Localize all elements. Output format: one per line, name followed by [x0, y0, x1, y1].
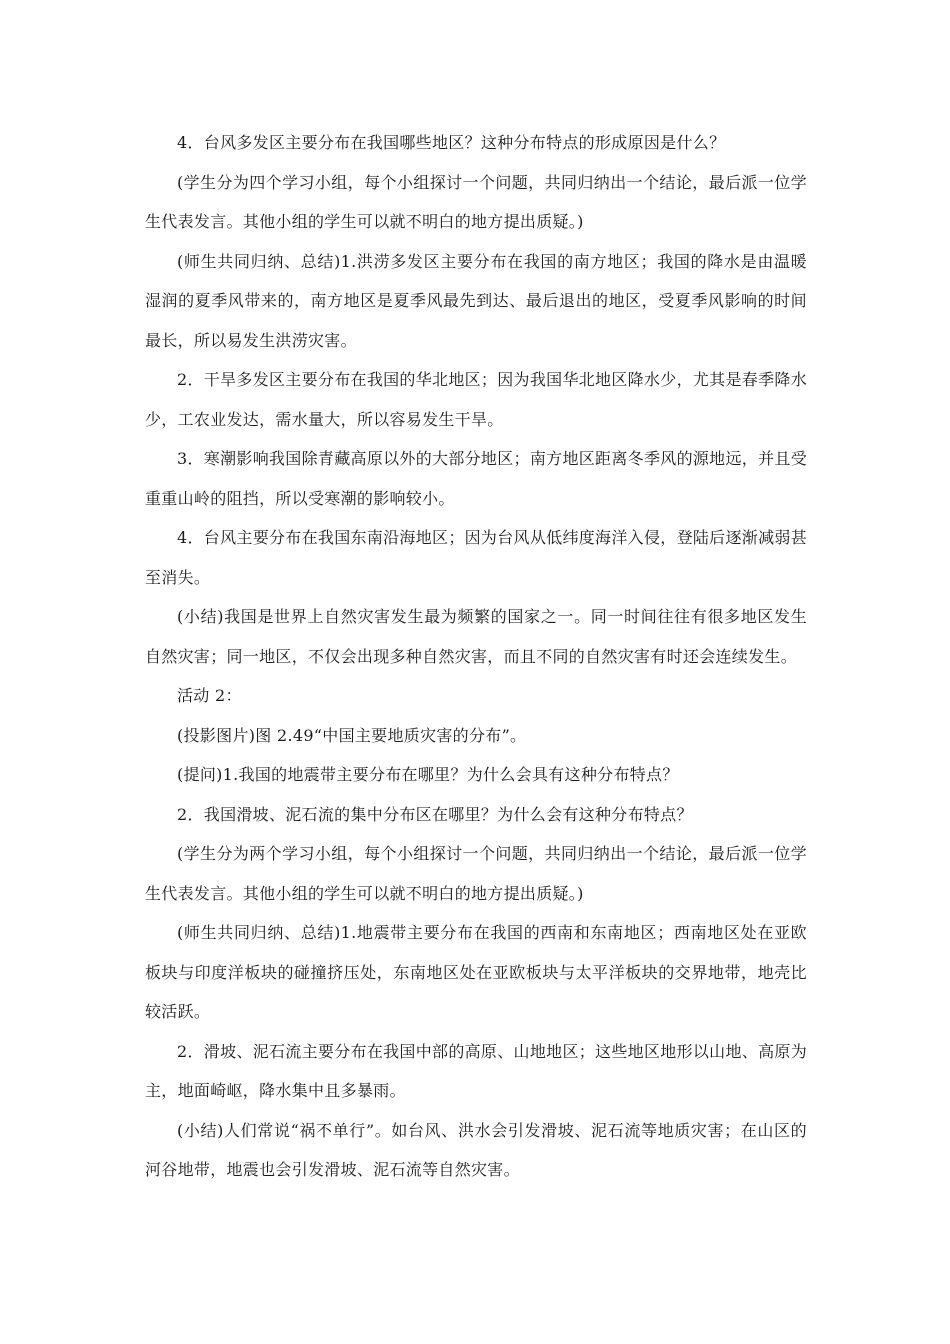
paragraph: 4．台风主要分布在我国东南沿海地区；因为台风从低纬度海洋入侵，登陆后逐渐减弱甚至消失。 [145, 528, 807, 587]
paragraph: (小结)我国是世界上自然灾害发生最为频繁的国家之一。同一时间往往有很多地区发生自然灾害；同一地区，不仅会出现多种自然灾害，而且不同的自然灾害有时还会连续发生。 [145, 607, 807, 666]
paragraph: (师生共同归纳、总结)1.地震带主要分布在我国的西南和东南地区；西南地区处在亚欧板块与印度洋板块的碰撞挤压处，东南地区处在亚欧板块与太平洋板块的交界地带，地壳比较活跃。 [145, 923, 807, 1021]
paragraph: (学生分为两个学习小组，每个小组探讨一个问题，共同归纳出一个结论，最后派一位学生代表发言。其他小组的学生可以就不明白的地方提出质疑。) [145, 844, 807, 903]
paragraph: (学生分为四个学习小组，每个小组探讨一个问题，共同归纳出一个结论，最后派一位学生代表发言。其他小组的学生可以就不明白的地方提出质疑。) [145, 172, 807, 231]
paragraph: 2．我国滑坡、泥石流的集中分布区在哪里？为什么会有这种分布特点？ [177, 804, 693, 824]
paragraph: 2．滑坡、泥石流主要分布在我国中部的高原、山地地区；这些地区地形以山地、高原为主，地面崎岖，降水集中且多暴雨。 [145, 1041, 807, 1100]
paragraph: (小结)人们常说“祸不单行”。如台风、洪水会引发滑坡、泥石流等地质灾害；在山区的河谷地带，地震也会引发滑坡、泥石流等自然灾害。 [145, 1120, 807, 1179]
paragraph: 3．寒潮影响我国除青藏高原以外的大部分地区；南方地区距离冬季风的源地远，并且受重重山岭的阻挡，所以受寒潮的影响较小。 [145, 449, 807, 508]
paragraph: (师生共同归纳、总结)1.洪涝多发区主要分布在我国的南方地区；我国的降水是由温暖湿润的夏季风带来的，南方地区是夏季风最先到达、最后退出的地区，受夏季风影响的时间最长，所以易发生洪涝灾害。 [145, 251, 807, 350]
section-heading: 活动 2： [177, 686, 242, 705]
document-page [145, 123, 807, 1190]
paragraph: 4．台风多发区主要分布在我国哪些地区？这种分布特点的形成原因是什么？ [177, 133, 726, 152]
paragraph: 2．干旱多发区主要分布在我国的华北地区；因为我国华北地区降水少，尤其是春季降水少，工农业发达，需水量大，所以容易发生干旱。 [145, 370, 807, 429]
paragraph: (投影图片)图 2.49“中国主要地质灾害的分布”。 [177, 725, 527, 745]
paragraph: (提问)1.我国的地震带主要分布在哪里？为什么会具有这种分布特点？ [177, 765, 679, 784]
